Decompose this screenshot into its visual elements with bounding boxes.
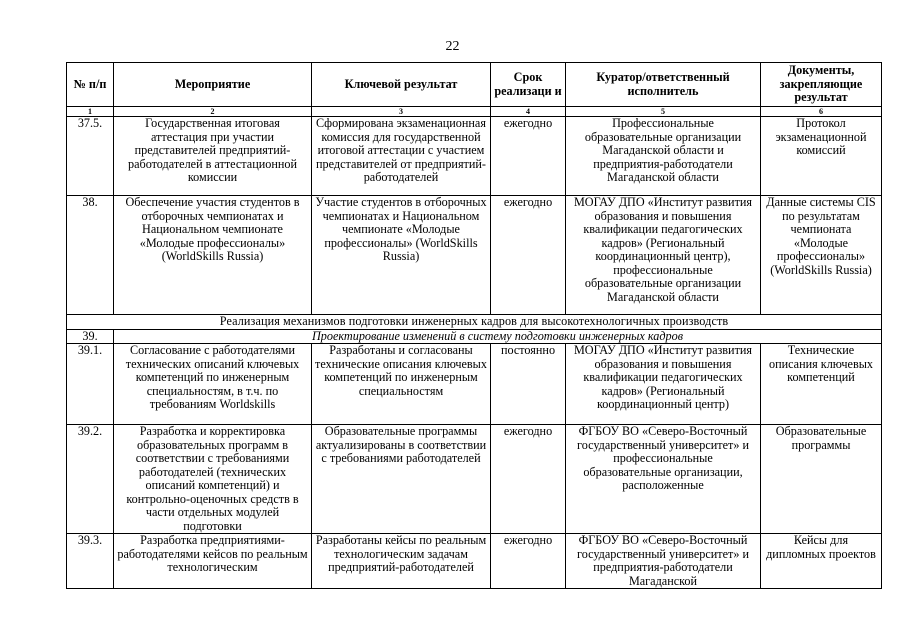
table-header-row [67, 63, 882, 107]
row-event: Государственная итоговая аттестация при участии представителей предприятий-работодателей в аттестационной комиссии [114, 117, 312, 196]
header-term: Срок реализаци и [491, 63, 566, 107]
table-row [67, 196, 882, 315]
header-curator: Куратор/ответственный исполнитель [566, 63, 761, 107]
row-number: 39.1. [67, 344, 114, 425]
column-numbers-row [67, 107, 882, 117]
table-row [67, 344, 882, 425]
column-number: 3 [312, 107, 491, 117]
row-term: ежегодно [491, 534, 566, 589]
column-number: 4 [491, 107, 566, 117]
row-number: 39.3. [67, 534, 114, 589]
row-result: Сформирована экзаменационная комиссия для государственной итоговой аттестации с участием представителей от предприятий-работодателей [312, 117, 491, 196]
row-result: Образовательные программы актуализированы в соответствии с требованиями работодателей [312, 425, 491, 534]
column-number: 6 [761, 107, 882, 117]
row-term: ежегодно [491, 117, 566, 196]
page-number: 22 [445, 39, 460, 54]
header-event: Мероприятие [114, 63, 312, 107]
row-number: 38. [67, 196, 114, 315]
row-event: Обеспечение участия студентов в отборочных чемпионатах и Национальном чемпионате «Молодые профессионалы» (WorldSkills Russia) [114, 196, 312, 315]
header-result: Ключевой результат [312, 63, 491, 107]
section-row [67, 315, 882, 330]
row-curator: ФГБОУ ВО «Северо-Восточный государственный университет» и профессиональные образовательные организации, расположенные [566, 425, 761, 534]
header-num: № п/п [67, 63, 114, 107]
row-event: Разработка предприятиями-работодателями кейсов по реальным технологическим [114, 534, 312, 589]
row-docs: Кейсы для дипломных проектов [761, 534, 882, 589]
table-row [67, 534, 882, 589]
row-docs: Данные системы CIS по результатам чемпионата «Молодые профессионалы» (WorldSkills Russia) [761, 196, 882, 315]
row-result: Разработаны кейсы по реальным технологическим задачам предприятий-работодателей [312, 534, 491, 589]
events-table [66, 62, 882, 589]
row-curator: Профессиональные образовательные организации Магаданской области и предприятия-работодатели Магаданской области [566, 117, 761, 196]
row-docs: Протокол экзаменационной комиссий [761, 117, 882, 196]
row-term: ежегодно [491, 196, 566, 315]
row-curator: МОГАУ ДПО «Институт развития образования и повышения квалификации педагогических кадров» (Региональный координационный центр), профессиональные образовательные организации Магаданской области [566, 196, 761, 315]
column-number: 5 [566, 107, 761, 117]
header-docs: Документы, закрепляющие результат [761, 63, 882, 107]
column-number: 2 [114, 107, 312, 117]
row-docs: Образовательные программы [761, 425, 882, 534]
table-row [67, 117, 882, 196]
subsection-number: 39. [67, 329, 114, 344]
subsection-title: Проектирование изменений в систему подготовки инженерных кадров [114, 329, 882, 344]
subsection-row [67, 329, 882, 344]
row-docs: Технические описания ключевых компетенций [761, 344, 882, 425]
row-number: 39.2. [67, 425, 114, 534]
table-row [67, 425, 882, 534]
row-term: постоянно [491, 344, 566, 425]
row-curator: ФГБОУ ВО «Северо-Восточный государственный университет» и предприятия-работодатели Магаданской [566, 534, 761, 589]
row-term: ежегодно [491, 425, 566, 534]
section-title: Реализация механизмов подготовки инженерных кадров для высокотехнологичных производств [67, 315, 882, 330]
row-event: Разработка и корректировка образовательных программ в соответствии с требованиями работодателей (технических описаний компетенций) и контрольно-оценочных средств в части отдельных модулей подготовки [114, 425, 312, 534]
row-result: Участие студентов в отборочных чемпионатах и Национальном чемпионате «Молодые профессионалы» (WorldSkills Russia) [312, 196, 491, 315]
row-number: 37.5. [67, 117, 114, 196]
row-curator: МОГАУ ДПО «Институт развития образования и повышения квалификации педагогических кадров» (Региональный координационный центр) [566, 344, 761, 425]
row-result: Разработаны и согласованы технические описания ключевых компетенций по инженерным специальностям [312, 344, 491, 425]
row-event: Согласование с работодателями технических описаний ключевых компетенций по инженерным специальностям, в т.ч. по требованиям Worldskills [114, 344, 312, 425]
column-number: 1 [67, 107, 114, 117]
